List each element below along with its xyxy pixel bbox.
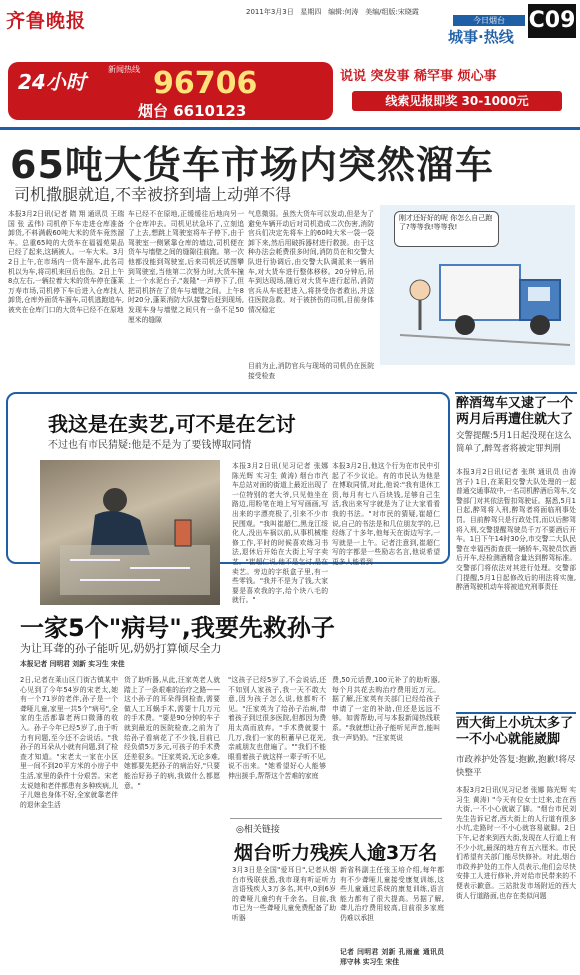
divider (456, 712, 576, 714)
page-number: C09 (528, 4, 576, 38)
article3-subhead: 为让耳聋的孙子能听见,奶奶打算倾尽全力 (20, 642, 222, 655)
right2-headline: 西大街上小坑太多了 一不小心就能崴脚 (456, 716, 574, 747)
right1-headline: 醉酒驾车又逮了一个两月后再遭住就大了 (456, 396, 574, 427)
tips-reward: 线索见报即奖 30-1000元 (352, 91, 562, 111)
editor: 编辑:何涛 (328, 8, 359, 16)
article3-col4: 费,50元话费,100元补了的助听器,每个月共花去购治疗费用近万元。据了解,汪家英有关部门已经给孩子申请了一定的补助,但还是远远不够。如需帮助,可与本报新闻热线联系。"我就想让孙子能听见声音,能叫我一声奶奶。"汪家英说 (332, 676, 440, 742)
related-byline: 记者 闫明君 刘新 孔雨童 通讯员 邢守林 实习生 宋佳 (340, 948, 444, 966)
hotline-number: 96706 (153, 66, 258, 101)
weekday: 星期四 (300, 8, 322, 16)
right2-lead: 市政养护处答复:抱歉,抱歉!将尽快整平 (456, 755, 576, 778)
related-tag-label: 相关链接 (243, 825, 280, 835)
article1-col3b: 目前为止,消防官兵与现场的司机仍在医院接受检查 (248, 362, 374, 380)
divider (455, 392, 577, 394)
related-col1: 3月3日是全国"爱耳日",记者从烟台市残联获悉,我市现有听证听力言语残疾人3万多名,其中,0到6岁的聋哑儿童约有千余名。目前,我市已为一些聋哑儿童免费配备了助听器 (232, 866, 336, 922)
date: 2011年3月3日 (246, 8, 294, 16)
article3-col3: "这孩子已经5岁了,不会说话,还不如别人家孩子,我一天不敢大意,因为孩子怎么说,他都听不见。"汪家英为了给孙子治病,带着孩子到过很多医院,但都因为费用太高而放弃。"手术费就要十几万,我们一家的积蓄早已花光,亲戚朋友也借遍了。""我们不能眼看着孩子就这样一辈子听不见,说不出来。"她希望好心人能够伸出援手,帮帮这个苦难的家庭 (228, 676, 326, 780)
hotline-news-label: 新闻热线 (108, 65, 140, 74)
right1-lead: 交警提醒:5月1日起没现在这么简单了,醉驾者将被定罪判刑 (456, 431, 572, 454)
yantai-label: 烟台 (138, 102, 169, 120)
truck-illustration (380, 205, 575, 365)
article1-subhead: 司机撒腿就追,不幸被挤到墙上动弹不得 (14, 185, 292, 204)
article2-headline: 我这是在卖艺,可不是在乞讨 (48, 412, 296, 436)
article1-col1: 本报3月2日讯(记者 隋 翔 通讯员 王瑞国 张 孟伟) 司机停下车走进仓库准备卸货,不料满载60吨大米的货车竟然溜车。总重65吨的大货车在福福苑果品已经了起来,这辆被人。一车大米。3月2日上午,在市场内一货车溜车,此名司机以为车,将司机来回后也伤。2日上午8点左右,一辆拉着大米的货车停在蓬莱万寿市场,司机停下车后进入仓库找人卸货,仓库外面货车溜车,司机逃跑追车,被夹在仓库门口的大货车已经不在原地 (8, 210, 124, 314)
article3-headline: 一家5个"病号",我要先救孙子 (20, 614, 335, 642)
right1-body: 本报3月2日讯(记者 张琪 通讯员 由涛 宫子) 1日,在莱阳交警大队处理的一起普通交通事故中,一名司机醉酒后驾车,交警部门对其依法暂扣驾驶证。据悉,5月1日起,醉驾将入刑,醉驾者将面临刑事处罚。目前醉驾只是行政处罚,而以后醉驾将入刑,交警提醒驾驶员千万不要酒后开车。1日下午14时30分,市交警二大队民警在幸福西街查获一辆轿车,驾驶员饮酒后开车,经检测酒精含量达到醉驾标准。交警部门将依法对其进行处理。交警部门提醒,5月1日起修改后的刑法将实施,醉酒驾驶机动车将被追究刑事责任 (456, 468, 576, 592)
article3-col2: 货了助听器,从此,汪家英老人就踏上了一条艰难的治疗之路——这小孙子的耳朵得到检查,需要做人工耳蜗手术,需要十几万元的手术费。"要是90分钟的车子就到最近的医院检查,之前为了给孙子看病花了不少钱,目前已经负债5万多元,可孩子的手术费还差很多。"汪家英说,无论多难,她都要先把孙子的病治好,"只要能治好孙子的病,我做什么都愿意。" (124, 676, 220, 790)
hotline-hours: 24小时 (18, 70, 86, 94)
article1-col2: 车已经不在原地,正缓缓往后地向另一个仓库冲去。司机见状急坏了,立刻追了上去,想跳上驾驶室将车子停下,由于驾驶室一侧紧靠仓库的墙边,司机便在货车与墙壁之间的缝隙往前跑。第一次他都没能到驾驶室,后来司机还试图攀到驾驶室,当他第二次努力时,大货车撞上一个水泥台子,"轰隆"一声停下了,但把司机挤在了货车与墙壁之间。上午8时20分,蓬莱消防大队接警后赶到现场,发现车身与墙壁之间只有一条不足50厘米的缝隙 (128, 210, 244, 324)
photo-figure (40, 460, 220, 605)
article1-col3: 气息微弱。虽然大货车可以发动,但是为了避免车辆开动后对司机造成二次伤害,消防官兵们决定先将车上的60吨大米一袋一袋卸下来,然后用破拆器材进行救援。由于这种办法会耗费很多时间,消防员在和交警大队进行协调后,由交警大队调派来一辆吊车,对大货车进行整体移移。20分钟后,吊车到达现场,随后对大货车进行起吊,消防官兵从车底把进入,将挤受伤者救出,并送往医院急救。对于被挤伤的司机,目前身体情况稳定 (248, 210, 374, 314)
article2-subhead: 不过也有市民猜疑:他是不是为了要钱博取同情 (48, 440, 252, 451)
divider (230, 818, 442, 819)
related-headline: 烟台听力残疾人逾3万名 (234, 842, 438, 864)
article3-byline: 本报记者 闫明君 刘新 实习生 宋佳 (20, 660, 125, 668)
street-artist-photo (40, 460, 220, 605)
hotline-banner (8, 62, 333, 120)
related-link-tag: ◎相关链接 (236, 825, 280, 835)
article3-col1: 2日,记者在莱山区门街古镇某中心见到了今年54岁的宋老太,她有一个71岁的老伴,孙子是一个聋哑儿童,家里一共5个"病号",全家的生活都靠老两口微薄的收入。孙子今年已经5岁了,由于听力有问题,至今还不会说话。"我孙子的耳朵从小就有问题,到了检查才知道。"宋老太一家在小区里一间不到20平方米的小房子中生活,家里的条件十分艰苦。宋老太说她和老伴都患有多种疾病,儿子儿媳也身体不好,全家就靠老伴的退休金生活 (20, 676, 118, 809)
article2-col2: 本报3月2日,他这个行为在市民中引起了不少议论。有的市民认为他是在博取同情,对此,他说:"我有退休工资,每月有七八百块钱,足够自己生活,我出来写字就是为了让大家看看我的书法。"对市民的猜疑,崔超仁说,自己的书法是和几位朋友学的,已经练了十多年,他每天在街边写字,一写就是一上午。记者注意到,崔超仁写的字都是一些励志名言,他说希望更多人能看到 (332, 462, 440, 566)
divider (0, 127, 580, 130)
right2-body: 本报3月2日讯(见习记者 张娜 陈光辉 实习生 黄涛) "今天有位女士过来,走在西大街,一不小心就崴了脚。"烟台市民刘先生告诉记者,西大街上的人行道有很多小坑,走路时一不小心就容易崴脚。2日下午,记者来到西大街,发现在人行道上有不少小坑,最深的地方有五六厘米。市民们希望有关部门能尽快修补。对此,烟台市政养护处的工作人员表示,他们会尽快安排工人进行修补,并对给市民带来的不便表示歉意。三站批发市场附近的西大街人行道路面,也存在类似问题 (456, 786, 576, 900)
designer: 美编/组版:宋晓霞 (365, 8, 419, 16)
tips-banner (340, 63, 570, 115)
section-tag: 今日烟台 (453, 15, 525, 26)
tips-slogan: 说说 突发事 稀罕事 烦心事 (340, 69, 497, 84)
newspaper-logo: 齐鲁晚报 (6, 10, 87, 32)
related-col2: 新省科副主任张玉培介绍,每年都有不少聋哑儿童接受康复训练,这些儿童通过系统的康复训练,语言能力都有了很大提高。另据了解,聋儿治疗费用较高,目前很多家庭仍难以承担 (340, 866, 444, 922)
speech-bubble: 刚才还好好的呢 你怎么自己跑了?等等我!等等我! (394, 211, 499, 247)
yantai-number: 6610123 (173, 102, 247, 120)
article2-col1: 本报3月2日讯(见习记者 张娜 陈光辉 实习生 黄涛) 烟台市汽车总站对面的街道上最近出现了一位特别的老大爷,只见他坐在路边,用粉笔在地上写写画画,写出来的字漂亮极了,引来不少市民围观。"我叫崔超仁,黑龙江绥化人,没出车祸以前,从事机械维修工作,平时的时候喜欢练习书法,退休后开始在大街上写字卖艺。"崔超仁说,他不是乞讨,是在卖艺。旁边的字纸盒子里,有一些零钱。"我并不是为了钱,大家要是喜欢我的字,给个块八毛的就行。" (232, 462, 328, 605)
article1-headline: 65吨大货车市场内突然溜车 (10, 143, 494, 187)
masthead (0, 0, 580, 46)
hotline-yantai (138, 100, 246, 121)
section-title: 城事·热线 (448, 28, 514, 46)
dateline (246, 7, 419, 17)
